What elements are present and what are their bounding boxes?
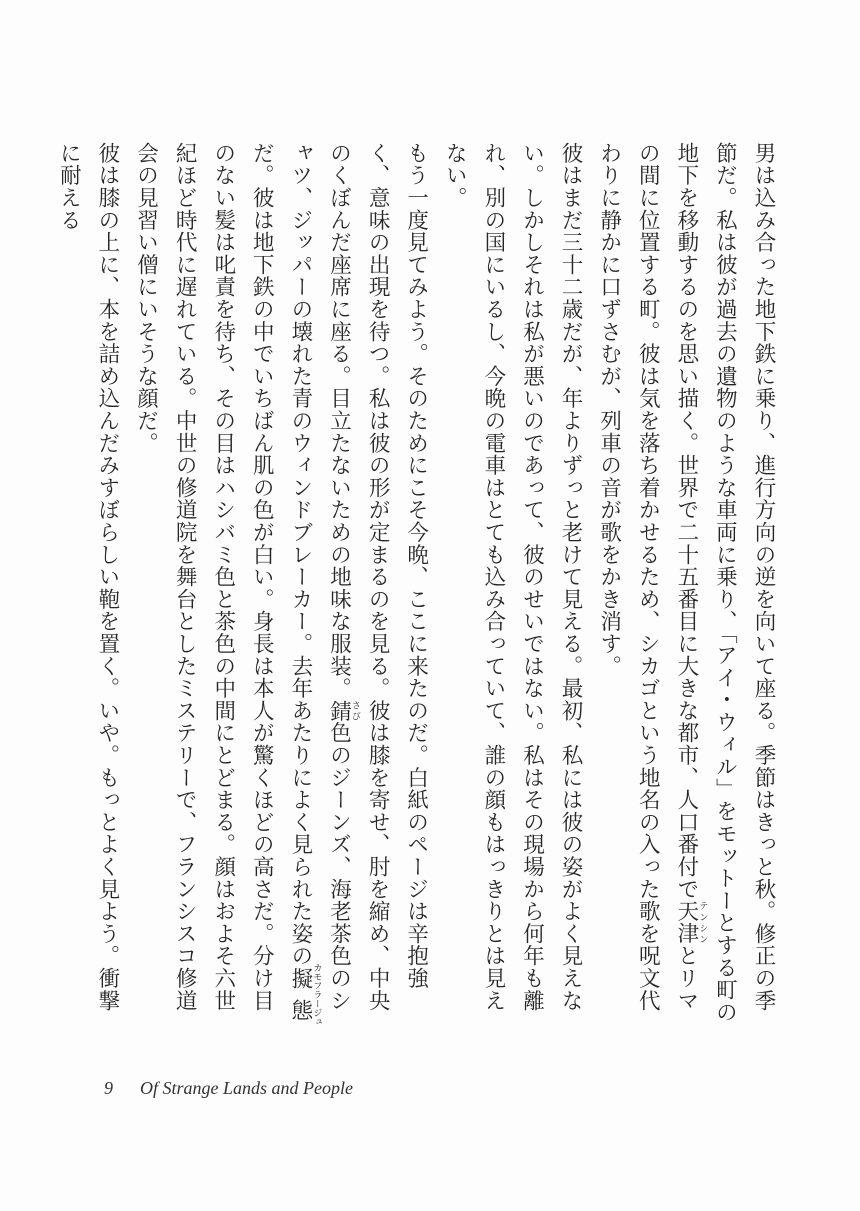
paragraph-1-text-a: 男は込み合った地下鉄に乗り、進行方向の逆を向いて座る。季節はきっと秋。修正の季節だ。私は彼が過去の遺物のような車両に乗り、「アイ・ウィル」をモットーとする町の地下を移動するのを思い描く。世界で二十五番目に大きな都市、人口番付で <box>673 142 776 1024</box>
paragraph-2: 彼はまだ三十二歳だが、年よりずっと老けて見える。最初、私には彼の姿がよく見えない。しかしそれは私が悪いのであって、彼のせいではない。私はその現場から何年も離れ、別の国にいるし、今晩の電車はとても込み合っていて、誰の顔もはっきりとは見えない。 <box>442 142 584 1012</box>
ruby-base: 天津 <box>673 900 699 945</box>
vertical-body-text <box>56 142 782 1028</box>
ruby-sabi <box>326 699 360 722</box>
paragraph-3-text-b: 色のジーンズ、海老茶色のシャツ、ジッパーの壊れた青のウィンドブレーカー。去年あたりによく見られた姿の <box>287 142 352 1012</box>
ruby-reading: テンシン <box>697 900 708 945</box>
page-number: 9 <box>104 1078 113 1098</box>
paragraph-1-text-b: とリマの間に位置する町。彼は気を落ち着かせるため、シカゴという地名の入った歌を呪文代わりに静かに口ずさむが、列車の音が歌をかき消す。 <box>596 142 699 1012</box>
paragraph-4: 彼は膝の上に、本を詰め込んだみすぼらしい鞄を置く。いや。もっとよく見よう。衝撃に耐える <box>56 142 120 1012</box>
paragraph-3-text-a: もう一度見てみよう。そのためにこそ今晩、ここに来たのだ。白紙のページは辛抱強く、意味の出現を待つ。私は彼の形が定まるのを見る。彼は膝を寄せ、肘を縮め、中央のくぼんだ座席に座る。目立たないための地味な服装。 <box>326 142 429 1012</box>
paragraph-3 <box>126 142 435 1028</box>
ruby-tenshin <box>673 900 708 945</box>
running-title: Of Strange Lands and People <box>140 1078 353 1098</box>
ruby-reading: カモフラージュ <box>311 963 322 1027</box>
paragraph-1 <box>589 142 782 1028</box>
paragraph-3-text-c: だ。彼は地下鉄の中でいちばん肌の色が白い。身長は本人が驚くほどの高さだ。分け目のない髪は叱責を待ち、その目はハシバミ色と茶色の中間にとどまる。顔はおよそ六世紀ほど時代に遅れている。中世の修道院を舞台としたミステリーで、フランシスコ修道会の見習い僧にいそうな顔だ。 <box>133 142 275 1012</box>
ruby-base: 擬態 <box>287 963 313 1027</box>
ruby-camouflage <box>287 963 322 1027</box>
ruby-reading: さび <box>349 699 360 722</box>
page-footer <box>104 1078 353 1099</box>
ruby-base: 錆 <box>326 699 352 722</box>
